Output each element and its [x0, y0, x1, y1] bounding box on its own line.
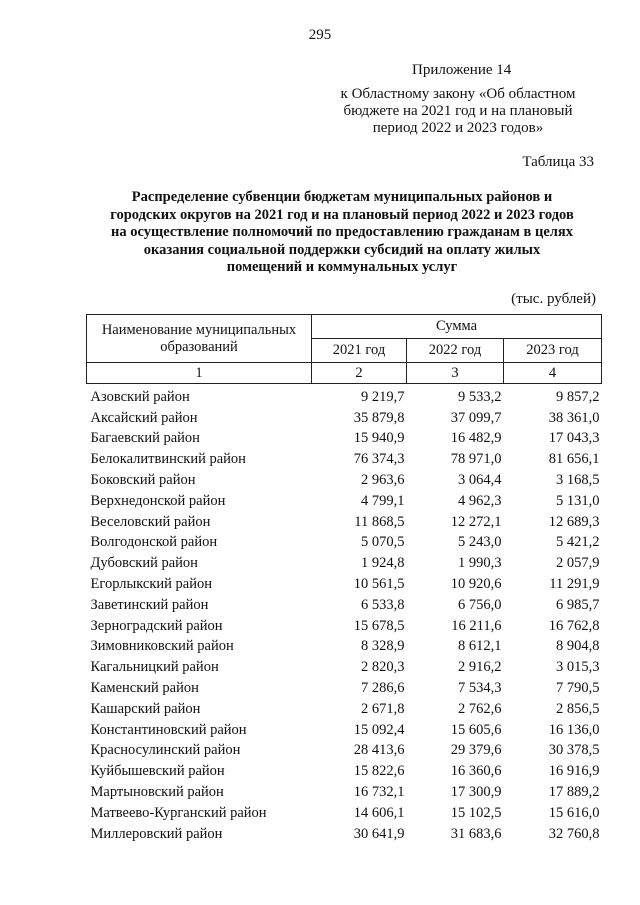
- table-row: [87, 408, 602, 429]
- column-index: 4: [504, 363, 602, 384]
- appendix-description: [318, 86, 598, 137]
- value-2021: 15 678,5: [353, 617, 405, 634]
- units-label: (тыс. рублей): [511, 291, 596, 307]
- table-row: [87, 470, 602, 491]
- value-2021: 2 820,3: [361, 659, 405, 676]
- value-2022: 7 534,3: [458, 680, 502, 697]
- table-row: [87, 657, 602, 678]
- value-2022: 8 612,1: [458, 638, 502, 655]
- value-2023: 7 790,5: [556, 680, 600, 697]
- municipality-name: Зерноградский район: [90, 617, 223, 634]
- municipality-name: Кашарский район: [90, 700, 201, 717]
- value-2021: 16 732,1: [353, 784, 405, 801]
- municipality-name: Азовский район: [90, 388, 190, 405]
- value-2023: 9 857,2: [556, 388, 600, 405]
- value-2021: 10 561,5: [353, 576, 405, 593]
- table-row: [87, 595, 602, 616]
- column-index: 2: [312, 363, 407, 384]
- table-row: [87, 491, 602, 512]
- value-2023: 16 136,0: [548, 721, 600, 738]
- value-2023: 5 131,0: [556, 492, 600, 509]
- value-2022: 78 971,0: [450, 451, 502, 468]
- table-number: Таблица 33: [522, 154, 594, 170]
- value-2021: 35 879,8: [353, 409, 405, 426]
- appendix-desc-line: бюджете на 2021 год и на плановый: [343, 103, 573, 119]
- value-2023: 8 904,8: [556, 638, 600, 655]
- table-row: [87, 574, 602, 595]
- value-2022: 2 916,2: [458, 659, 502, 676]
- title-line: на осуществление полномочий по предоставлению гражданам в целях: [111, 224, 573, 240]
- title-line: Распределение субвенции бюджетам муниципальных районов и: [131, 189, 553, 205]
- municipality-name: Заветинский район: [90, 596, 209, 613]
- value-2022: 10 920,6: [450, 576, 502, 593]
- value-2021: 30 641,9: [353, 825, 405, 842]
- value-2022: 2 762,6: [458, 700, 502, 717]
- value-2023: 2 057,9: [556, 555, 600, 572]
- value-2021: 76 374,3: [353, 451, 405, 468]
- value-2022: 9 533,2: [458, 388, 502, 405]
- table-row: [87, 720, 602, 741]
- header-year-2022: 2022 год: [407, 339, 504, 363]
- municipality-name: Красносулинский район: [90, 742, 241, 759]
- value-2023: 32 760,8: [548, 825, 600, 842]
- title-line: городских округов на 2021 год и на плановый период 2022 и 2023 годов: [110, 206, 574, 223]
- value-2022: 6 756,0: [458, 596, 502, 613]
- title-line: помещений и коммунальных услуг: [226, 259, 458, 275]
- municipality-name: Багаевский район: [90, 430, 200, 447]
- municipality-name: Аксайский район: [90, 409, 198, 426]
- appendix-title: Приложение 14: [412, 62, 512, 78]
- header-municipality: [87, 315, 312, 363]
- subvention-table: [86, 314, 602, 845]
- table-row: [87, 741, 602, 762]
- municipality-name: Белокалитвинский район: [90, 451, 246, 468]
- table-row: [87, 761, 602, 782]
- table-row: [87, 699, 602, 720]
- table-body: [87, 384, 602, 845]
- value-2021: 14 606,1: [353, 804, 405, 821]
- value-2023: 5 421,2: [556, 534, 600, 551]
- municipality-name: Куйбышевский район: [90, 763, 225, 780]
- title-line: оказания социальной поддержки субсидий на оплату жилых: [143, 241, 541, 258]
- municipality-name: Константиновский район: [90, 721, 247, 738]
- value-2021: 8 328,9: [361, 638, 405, 655]
- municipality-name: Веселовский район: [90, 513, 211, 530]
- value-2023: 30 378,5: [548, 742, 600, 759]
- table-row: [87, 782, 602, 803]
- municipality-name: Кагальницкий район: [90, 659, 219, 676]
- value-2023: 38 361,0: [548, 409, 600, 426]
- value-2021: 15 092,4: [353, 721, 405, 738]
- column-index: 1: [87, 363, 312, 384]
- municipality-name: Боковский район: [90, 472, 196, 489]
- value-2021: 9 219,7: [361, 388, 405, 405]
- value-2022: 16 360,6: [450, 763, 502, 780]
- value-2022: 15 605,6: [450, 721, 502, 738]
- value-2023: 11 291,9: [549, 576, 600, 593]
- value-2021: 6 533,8: [361, 596, 405, 613]
- value-2022: 3 064,4: [458, 472, 502, 489]
- value-2022: 37 099,7: [450, 409, 502, 426]
- table-row: [87, 553, 602, 574]
- municipality-name: Матвеево-Курганский район: [90, 804, 267, 821]
- appendix-desc-line: период 2022 и 2023 годов»: [372, 120, 544, 136]
- value-2022: 12 272,1: [450, 513, 502, 530]
- value-2023: 16 916,9: [548, 763, 600, 780]
- value-2022: 31 683,6: [450, 825, 502, 842]
- value-2023: 12 689,3: [548, 513, 600, 530]
- value-2023: 6 985,7: [556, 596, 600, 613]
- municipality-name: Каменский район: [90, 680, 199, 697]
- table-row: [87, 533, 602, 554]
- value-2021: 7 286,6: [361, 680, 405, 697]
- value-2021: 15 822,6: [353, 763, 405, 780]
- value-2022: 4 962,3: [458, 492, 502, 509]
- value-2021: 2 963,6: [361, 472, 405, 489]
- municipality-name: Егорлыкский район: [90, 576, 212, 593]
- value-2022: 17 300,9: [450, 784, 502, 801]
- column-index: 3: [407, 363, 504, 384]
- table-row: [87, 824, 602, 845]
- value-2021: 15 940,9: [353, 430, 405, 447]
- value-2023: 3 015,3: [556, 659, 600, 676]
- header-year-2023: 2023 год: [504, 339, 602, 363]
- value-2023: 15 616,0: [548, 804, 600, 821]
- document-title: [92, 189, 592, 277]
- table-row: [87, 429, 602, 450]
- value-2021: 11 868,5: [354, 513, 405, 530]
- table-row: [87, 449, 602, 470]
- table-row: [87, 803, 602, 824]
- value-2022: 16 482,9: [450, 430, 502, 447]
- table-row: [87, 384, 602, 408]
- value-2021: 4 799,1: [361, 492, 405, 509]
- table-row: [87, 678, 602, 699]
- value-2022: 16 211,6: [451, 617, 502, 634]
- page-number: 295: [308, 27, 332, 43]
- value-2022: 29 379,6: [450, 742, 502, 759]
- municipality-name: Мартыновский район: [90, 784, 224, 801]
- value-2023: 17 043,3: [548, 430, 600, 447]
- value-2021: 28 413,6: [353, 742, 405, 759]
- header-year-2021: 2021 год: [312, 339, 407, 363]
- value-2023: 81 656,1: [548, 451, 600, 468]
- value-2021: 1 924,8: [361, 555, 405, 572]
- header-sum: Сумма: [312, 315, 602, 339]
- appendix-desc-line: к Областному закону «Об областном: [340, 86, 576, 102]
- value-2021: 5 070,5: [361, 534, 405, 551]
- value-2022: 5 243,0: [458, 534, 502, 551]
- municipality-name: Дубовский район: [90, 555, 198, 572]
- table-row: [87, 637, 602, 658]
- municipality-name: Миллеровский район: [90, 825, 223, 842]
- municipality-name: Волгодонской район: [90, 534, 218, 551]
- municipality-name: Зимовниковский район: [90, 638, 234, 655]
- value-2023: 2 856,5: [556, 700, 600, 717]
- municipality-name: Верхнедонской район: [90, 492, 226, 509]
- value-2023: 3 168,5: [556, 472, 600, 489]
- header-name-line: Наименование муниципальных: [101, 321, 297, 338]
- table-row: [87, 616, 602, 637]
- header-name-line: образований: [160, 338, 238, 355]
- value-2022: 1 990,3: [458, 555, 502, 572]
- value-2023: 16 762,8: [548, 617, 600, 634]
- value-2022: 15 102,5: [450, 804, 502, 821]
- value-2023: 17 889,2: [548, 784, 600, 801]
- value-2021: 2 671,8: [361, 700, 405, 717]
- table-row: [87, 512, 602, 533]
